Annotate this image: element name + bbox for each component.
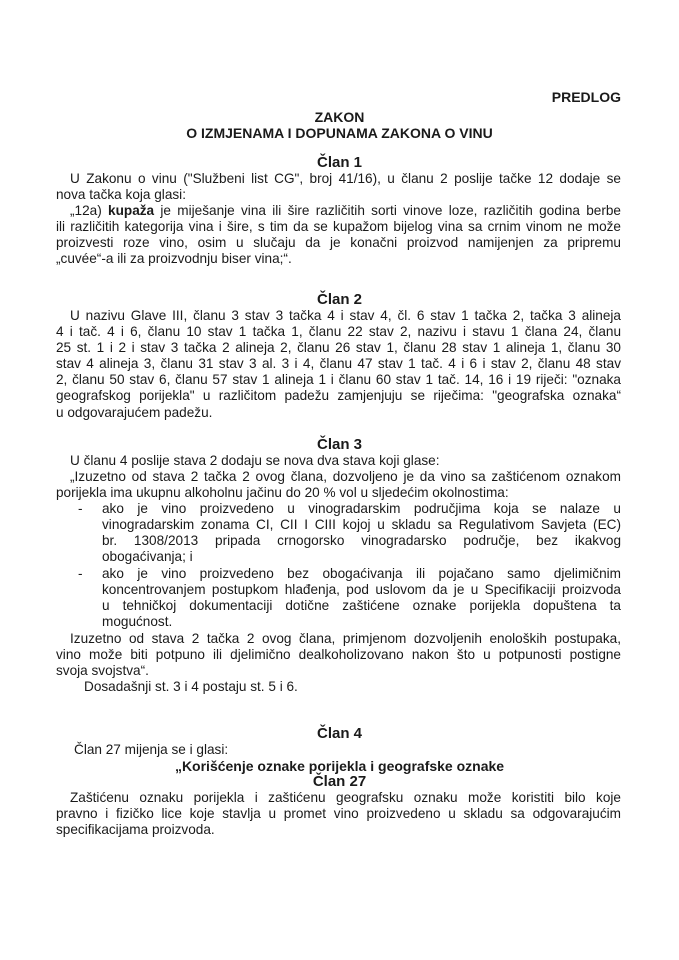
text-line: „Izuzetno od stava 2 tačka 2 ovog člana, dozvoljeno je da vino sa zaštićenom oznakom (70, 469, 621, 484)
text-line: ako je vino proizvedeno bez obogaćivanja ili pojačano samo djelimičnim (102, 566, 621, 581)
text-line: U članu 4 poslije stava 2 dodaju se nova dva stava koji glase: (70, 453, 440, 468)
text-line: mogućnost. (102, 614, 173, 630)
text-line (56, 203, 621, 219)
article-27-heading: Član 27 (312, 773, 367, 790)
text-line: u tehničkoj dokumentaciji dotične zaštićene oznake porijekla dopuštena ta (102, 598, 621, 614)
article-3-paragraph-1 (56, 453, 621, 469)
document-status-label: PREDLOG (551, 89, 621, 105)
text-fragment: je miješanje vina ili šire različitih sorti vinove loze, različitih godina berbe (154, 203, 621, 218)
text-line: Zaštićenu oznaku porijekla i zaštićenu geografsku oznaku može koristiti bilo koje (70, 790, 621, 805)
document-title: ZAKON (314, 109, 365, 125)
text-line: proizvesti roze vino, osim u slučaju da je konačni proizvod namijenjen za pripremu (56, 235, 621, 251)
dash-bullet: - (78, 566, 83, 581)
article-1-heading: Član 1 (316, 154, 362, 171)
text-line: ili različitih kategorija vina i šire, s tim da se kupažom bijelog vina sa crnim vinom ne može (56, 219, 621, 235)
text-line: „cuvée“-a ili za proizvodnju biser vina;“. (56, 251, 292, 267)
text-line: svoja svojstva“. (56, 663, 149, 679)
article-3-paragraph-3 (56, 631, 621, 679)
text-line: 4 i tač. 4 i 6, članu 10 stav 1 tačka 1, članu 22 stav 2, nazivu i stavu 1 člana 24, članu (56, 324, 621, 340)
text-line: porijekla ima ukupnu alkoholnu jačinu do 20 % vol u sljedećim okolnostima: (56, 485, 509, 501)
article-3-heading: Član 3 (316, 436, 362, 453)
article-4-heading: Član 4 (316, 725, 362, 742)
article-27-title: „Korišćenje oznake porijekla i geografske oznake (174, 758, 505, 774)
article-1-paragraph-1 (56, 171, 621, 203)
text-line: specifikacijama proizvoda. (56, 822, 215, 838)
text-line: u odgovarajućem padežu. (56, 404, 213, 420)
text-line: Dosadašnji st. 3 i 4 postaju st. 5 i 6. (84, 679, 298, 694)
text-line: obogaćivanja; i (102, 549, 193, 565)
text-line: br. 1308/2013 pripada crnogorsko vinogradarsko područje, bez ikakvog (102, 533, 621, 549)
article-2-heading: Član 2 (316, 291, 362, 308)
text-line: stav 4 alineja 3, članu 31 stav 3 al. 3 i 4, članu 47 stav 1 tač. 4 i 6 i stav 2, članu 48 stav (56, 356, 621, 372)
text-line: 25 st. 1 i 2 i stav 3 tačka 2 alineja 2, članu 26 stav 1, članu 28 stav 1 alineja 1, članu 30 (56, 340, 621, 356)
text-line: pravno i fizičko lice koje stavlja u promet vino proizvedeno u skladu sa odgovarajućim (56, 806, 621, 822)
text-line: koncentrovanjem postupkom hlađenja, pod uslovom da je u Specifikaciji proizvoda (102, 582, 621, 598)
text-line: Izuzetno od stava 2 tačka 2 ovog člana, primjenom dozvoljenih enoloških postupaka, (70, 631, 621, 646)
defined-term: kupaža (108, 203, 155, 218)
text-line: 2, članu 50 stav 6, članu 57 stav 1 alineja 1 i članu 60 stav 1 tač. 14, 16 i 19 riječi: "oznaka (56, 372, 621, 388)
dash-bullet: - (78, 501, 83, 516)
text-line: ako je vino proizvedeno u vinogradarskim područjima koja se nalaze u (102, 501, 621, 516)
text-line: nova tačka koja glasi: (56, 187, 186, 203)
article-3-bullet-2 (56, 566, 621, 630)
article-27-paragraph-1 (56, 790, 621, 838)
point-prefix: „12a) (70, 203, 109, 218)
text-line: U nazivu Glave III, članu 3 stav 3 tačka 4 i stav 4, čl. 6 stav 1 tačka 2, tačka 3 alineja (70, 308, 621, 323)
article-3-paragraph-4 (56, 679, 621, 695)
text-line: Član 27 mijenja se i glasi: (74, 742, 229, 757)
text-line: U Zakonu o vinu ("Službeni list CG", broj 41/16), u članu 2 poslije tačke 12 dodaje se (70, 171, 621, 186)
text-line: geografskog porijekla" u različitom padežu zamjenjuju se riječima: "geografska oznaka“ (56, 388, 621, 404)
article-3-bullet-1 (56, 501, 621, 565)
article-4-intro (74, 742, 639, 758)
text-line: vino može biti potpuno ili djelimično dealkoholizovano nakon što u potpunosti postigne (56, 647, 621, 663)
document-subtitle: O IZMJENAMA I DOPUNAMA ZAKONA O VINU (186, 125, 493, 141)
article-3-paragraph-2 (56, 469, 621, 501)
article-1-paragraph-2 (56, 203, 621, 267)
text-line: vinogradarskim zonama CI, CII I CIII kojoj u skladu sa Regulativom Savjeta (EC) (102, 517, 621, 533)
article-2-paragraph-1 (56, 308, 621, 421)
